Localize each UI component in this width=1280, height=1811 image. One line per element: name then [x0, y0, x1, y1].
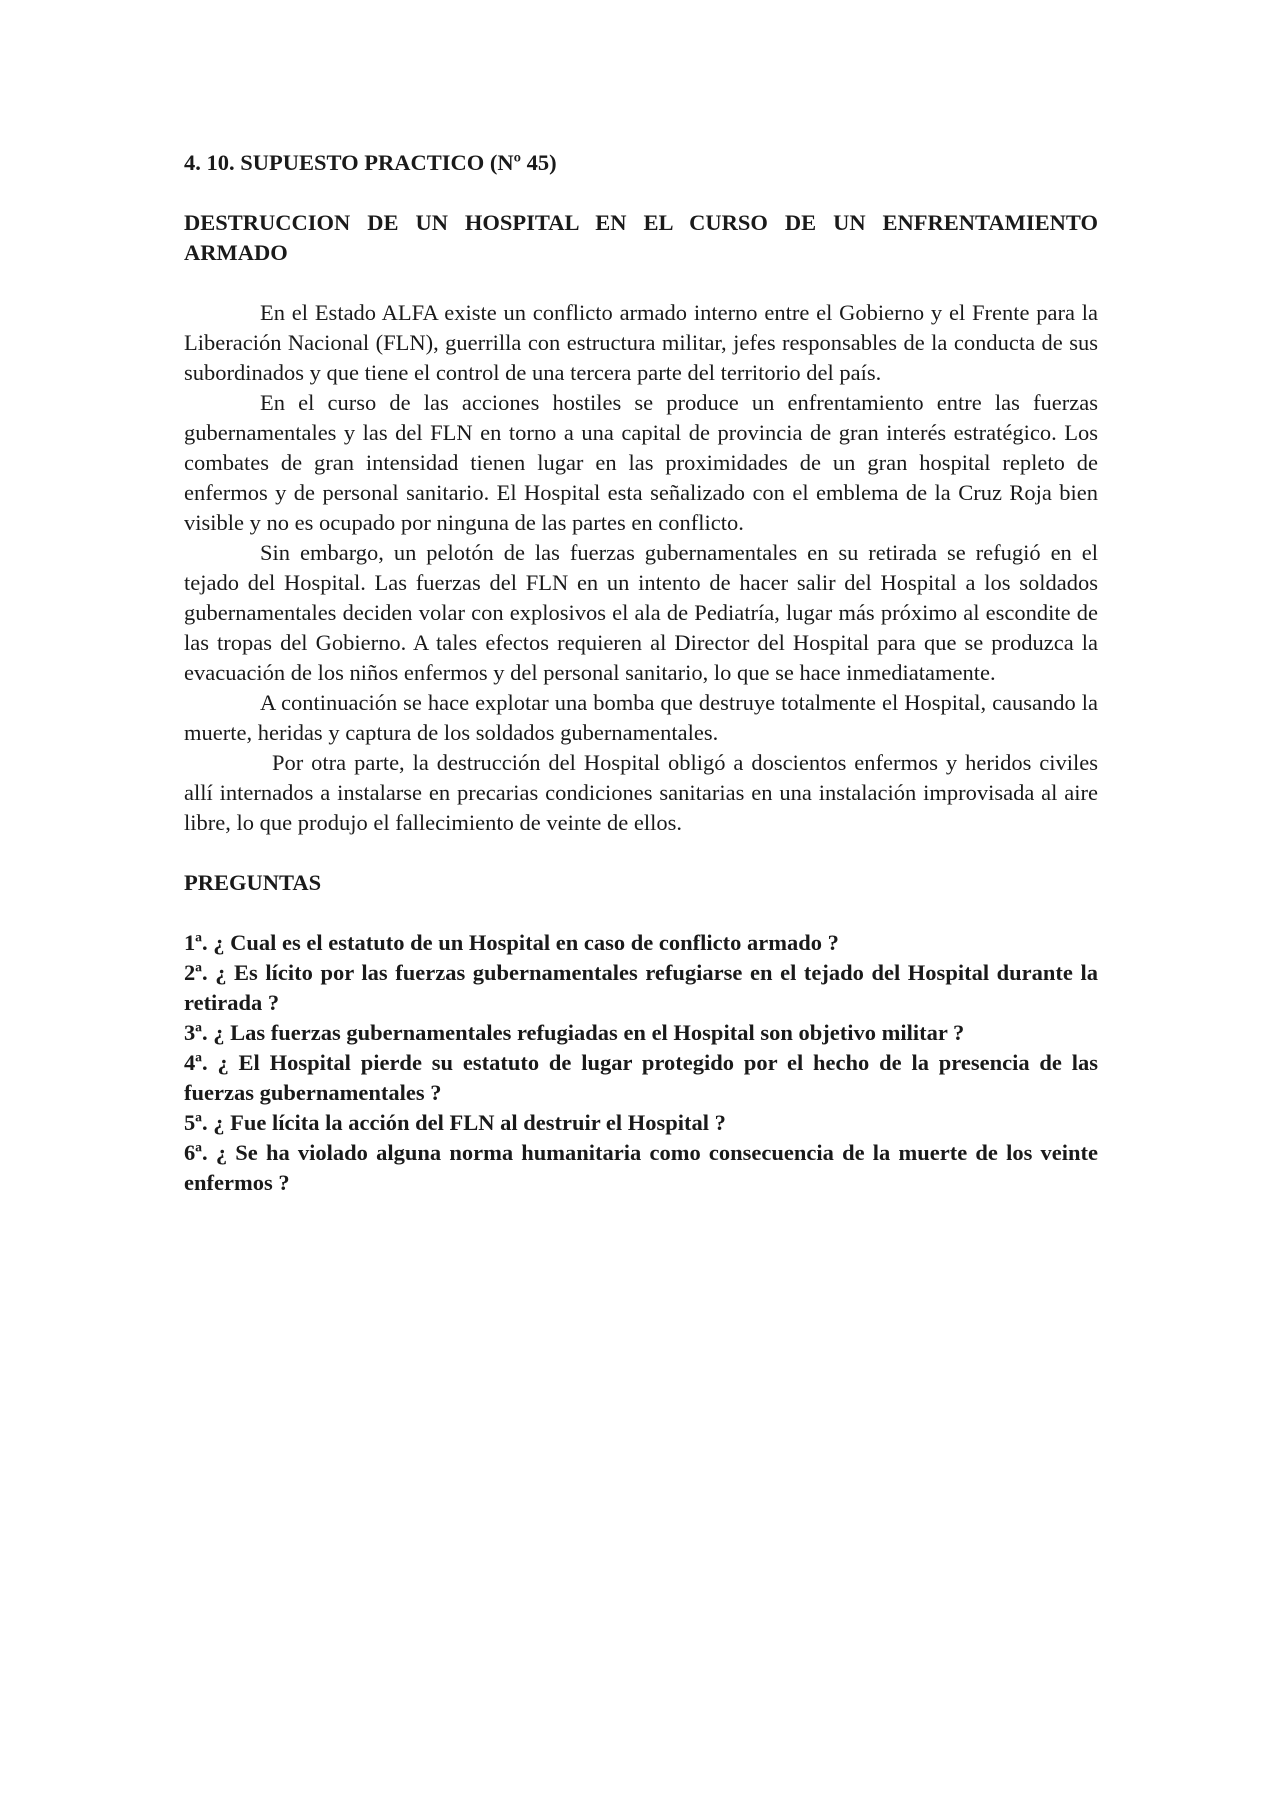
paragraph: En el curso de las acciones hostiles se produce un enfrentamiento entre las fuerzas gubernamentales y las del FLN en torno a una capital de provincia de gran interés estratégico. Los combates de gran intensidad tienen lugar en las proximidades de un gran hospital repleto de enfermos y de personal sanitario. El Hospital esta señalizado con el emblema de la Cruz Roja bien visible y no es ocupado por ninguna de las partes en conflicto.: [184, 390, 1098, 535]
spacer: [184, 898, 1098, 928]
question-item: 6ª. ¿ Se ha violado alguna norma humanitaria como consecuencia de la muerte de los veinte enfermos ?: [184, 1140, 1098, 1195]
question-item: 3ª. ¿ Las fuerzas gubernamentales refugiadas en el Hospital son objetivo militar ?: [184, 1020, 965, 1045]
question-item: 1ª. ¿ Cual es el estatuto de un Hospital en caso de conflicto armado ?: [184, 930, 839, 955]
spacer: [184, 178, 1098, 208]
section-heading: 4. 10. SUPUESTO PRACTICO (Nº 45): [184, 150, 557, 175]
paragraph: A continuación se hace explotar una bomba que destruye totalmente el Hospital, causando la muerte, heridas y captura de los soldados gubernamentales.: [184, 690, 1098, 745]
document-title: DESTRUCCION DE UN HOSPITAL EN EL CURSO DE UN ENFRENTAMIENTO ARMADO: [184, 210, 1098, 265]
paragraph: Sin embargo, un pelotón de las fuerzas gubernamentales en su retirada se refugió en el tejado del Hospital. Las fuerzas del FLN en un intento de hacer salir del Hospital a los soldados gubernamentales deciden volar con explosivos el ala de Pediatría, lugar más próximo al escondite de las tropas del Gobierno. A tales efectos requieren al Director del Hospital para que se produzca la evacuación de los niños enfermos y del personal sanitario, lo que se hace inmediatamente.: [184, 540, 1098, 685]
paragraph: Por otra parte, la destrucción del Hospital obligó a doscientos enfermos y heridos civiles allí internados a instalarse en precarias condiciones sanitarias en una instalación improvisada al aire libre, lo que produjo el fallecimiento de veinte de ellos.: [184, 750, 1098, 835]
questions-heading: PREGUNTAS: [184, 870, 322, 895]
question-item: 5ª. ¿ Fue lícita la acción del FLN al destruir el Hospital ?: [184, 1110, 726, 1135]
document-page: [184, 148, 1098, 1198]
paragraph: En el Estado ALFA existe un conflicto armado interno entre el Gobierno y el Frente para la Liberación Nacional (FLN), guerrilla con estructura militar, jefes responsables de la conducta de sus subordinados y que tiene el control de una tercera parte del territorio del país.: [184, 300, 1098, 385]
spacer: [184, 838, 1098, 868]
question-item: 4ª. ¿ El Hospital pierde su estatuto de lugar protegido por el hecho de la presencia de las fuerzas gubernamentales ?: [184, 1050, 1098, 1105]
question-item: 2ª. ¿ Es lícito por las fuerzas gubernamentales refugiarse en el tejado del Hospital durante la retirada ?: [184, 960, 1098, 1015]
spacer: [184, 268, 1098, 298]
